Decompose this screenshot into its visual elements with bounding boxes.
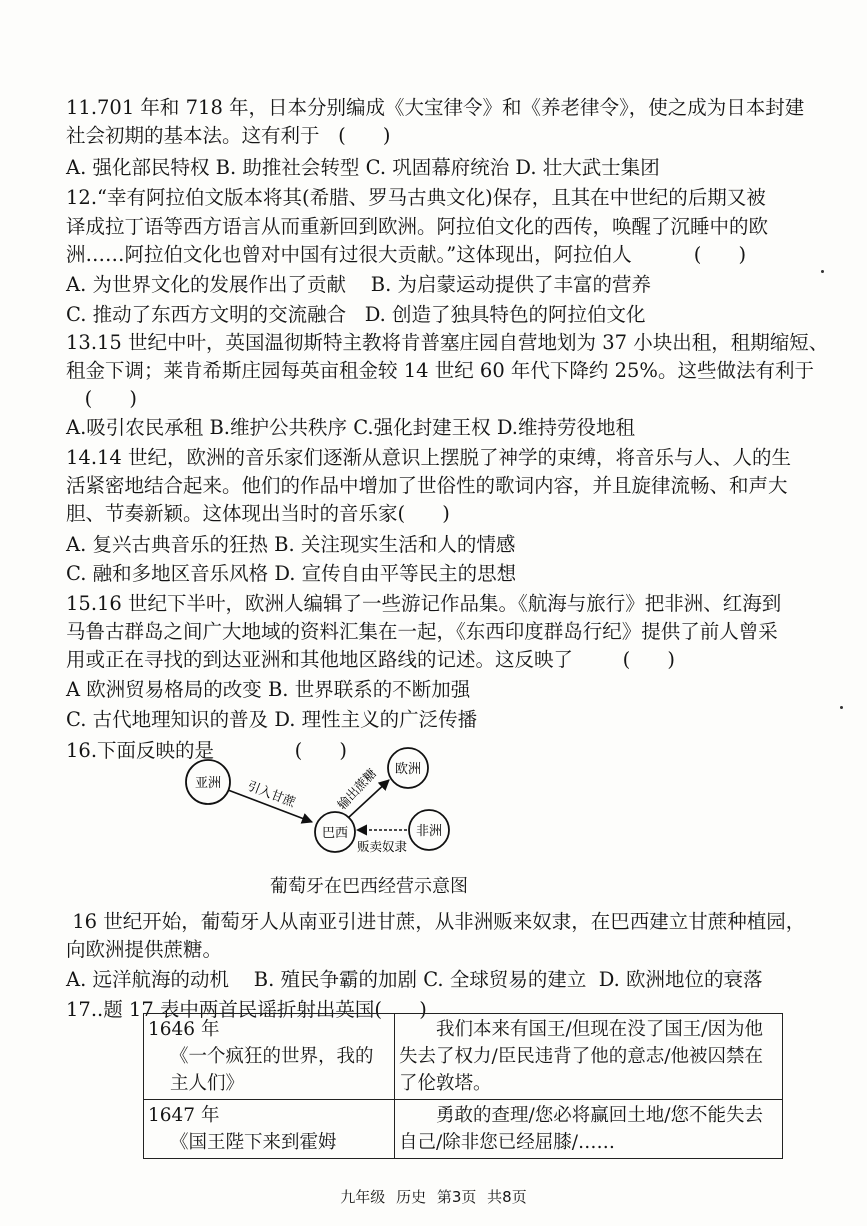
text-line-q12-optC: C. 推动了东西方文明的交流融合 D. 创造了独具特色的阿拉伯文化 — [66, 303, 646, 326]
text-line-q16-desc1: 16 世纪开始，葡萄牙人从南亚引进甘蔗，从非洲贩来奴隶，在巴西建立甘蔗种植园， — [66, 910, 806, 933]
text-line-q15-l3: 用或正在寻找的到达亚洲和其他地区路线的记述。这反映了 ( ) — [66, 648, 675, 671]
ballads-table — [143, 1013, 783, 1159]
text-line-q16-l1: 16.下面反映的是 ( ) — [66, 739, 347, 762]
node-brazil-label: 巴西 — [321, 826, 349, 841]
node-europe-label: 欧洲 — [394, 762, 422, 777]
text-line-q11-l1: 11.701 年和 718 年，日本分别编成《大宝律令》和《养老律令》，使之成为日本封建 — [66, 96, 805, 119]
text-line-q13-paren: ( ) — [66, 387, 138, 410]
text-line-q13-l1: 13.15 世纪中叶，英国温彻斯特主教将肯普塞庄园自营地划为 37 小块出租，租期缩短、 — [66, 331, 829, 354]
text-line-q11-opts: A. 强化部民特权 B. 助推社会转型 C. 巩固幕府统治 D. 壮大武士集团 — [66, 156, 660, 179]
ballad-lyrics: 我们本来有国王/但现在没了国王/因为他失去了权力/臣民违背了他的意志/他被囚禁在了伦敦塔。 — [399, 1019, 763, 1094]
edge-label-asia-brazil: 引入甘蔗 — [245, 777, 298, 810]
text-line-q16-desc2: 向欧洲提供蔗糖。 — [66, 938, 223, 961]
text-line-q15-l1: 15.16 世纪下半叶，欧洲人编辑了一些游记作品集。《航海与旅行》把非洲、红海到 — [66, 592, 782, 615]
page-footer: 九年级 历史 第3页 共8页 — [340, 1188, 527, 1206]
text-line-q14-l3: 胆、节奏新颖。这体现出当时的音乐家( ) — [66, 502, 450, 525]
diagram-caption: 葡萄牙在巴西经营示意图 — [270, 876, 468, 897]
text-line-q13-l2: 租金下调；莱肯希斯庄园每英亩租金较 14 世纪 60 年代下降约 25%。这些做法有利于 — [66, 359, 814, 382]
text-line-q14-optA: A. 复兴古典音乐的狂热 B. 关注现实生活和人的情感 — [66, 533, 516, 556]
table-row — [144, 1100, 783, 1159]
text-line-q15-l2: 马鲁古群岛之间广大地域的资料汇集在一起，《东西印度群岛行纪》提供了前人曾采 — [66, 620, 778, 643]
table-cell-right — [395, 1014, 783, 1100]
text-line-q14-l2: 活紧密地结合起来。他们的作品中增加了世俗性的歌词内容，并且旋律流畅、和声大 — [66, 474, 788, 497]
text-line-q13-opts: A.吸引农民承租 B.维护公共秩序 C.强化封建王权 D.维持劳役地租 — [66, 416, 635, 439]
text-line-q14-optC: C. 融和多地区音乐风格 D. 宣传自由平等民主的思想 — [66, 562, 517, 585]
table-cell-left — [144, 1014, 395, 1100]
node-africa-label: 非洲 — [415, 824, 443, 839]
ballad-title: 《一个疯狂的世界，我的主人们》 — [170, 1046, 374, 1094]
text-line-q12-l1: 12.“幸有阿拉伯文版本将其(希腊、罗马古典文化)保存，且其在中世纪的后期又被 — [66, 186, 766, 209]
text-line-q15-optA: A 欧洲贸易格局的改变 B. 世界联系的不断加强 — [66, 678, 471, 701]
table-cell-left — [144, 1100, 395, 1159]
text-line-q12-optA: A. 为世界文化的发展作出了贡献 B. 为启蒙运动提供了丰富的营养 — [66, 273, 652, 296]
ballad-year: 1646 年 — [148, 1019, 220, 1040]
text-line-q14-l1: 14.14 世纪，欧洲的音乐家们逐渐从意识上摆脱了神学的束缚，将音乐与人、人的生 — [66, 446, 792, 469]
text-line-q12-l2: 译成拉丁语等西方语言从而重新回到欧洲。阿拉伯文化的西传，唤醒了沉睡中的欧 — [66, 215, 769, 238]
ballad-lyrics: 勇敢的查理/您必将赢回土地/您不能失去自己/除非您已经屈膝/…… — [399, 1105, 763, 1153]
text-line-q17-l1: 17..题 17 表中两首民谣折射出英国( ) — [66, 998, 427, 1021]
scan-speck — [840, 706, 843, 709]
text-line-q15-optC: C. 古代地理知识的普及 D. 理性主义的广泛传播 — [66, 708, 478, 731]
edge-label-brazil-europe: 输出蔗糖 — [334, 765, 380, 813]
edge-label-africa-brazil: 贩卖奴隶 — [356, 839, 408, 854]
table-cell-right — [395, 1100, 783, 1159]
ballad-year: 1647 年 — [148, 1105, 220, 1126]
text-line-q11-l2: 社会初期的基本法。这有利于 ( ) — [66, 124, 391, 147]
scan-speck — [821, 270, 824, 273]
text-line-q16-opts: A. 远洋航海的动机 B. 殖民争霸的加剧 C. 全球贸易的建立 D. 欧洲地位的衰落 — [66, 968, 763, 991]
portugal-brazil-diagram — [170, 738, 470, 862]
table-row — [144, 1014, 783, 1100]
ballad-title: 《国王陛下来到霍姆 — [170, 1132, 337, 1153]
node-asia-label: 亚洲 — [194, 776, 222, 791]
text-line-q12-l3: 洲……阿拉伯文化也曾对中国有过很大贡献。”这体现出，阿拉伯人 ( ) — [66, 243, 747, 266]
